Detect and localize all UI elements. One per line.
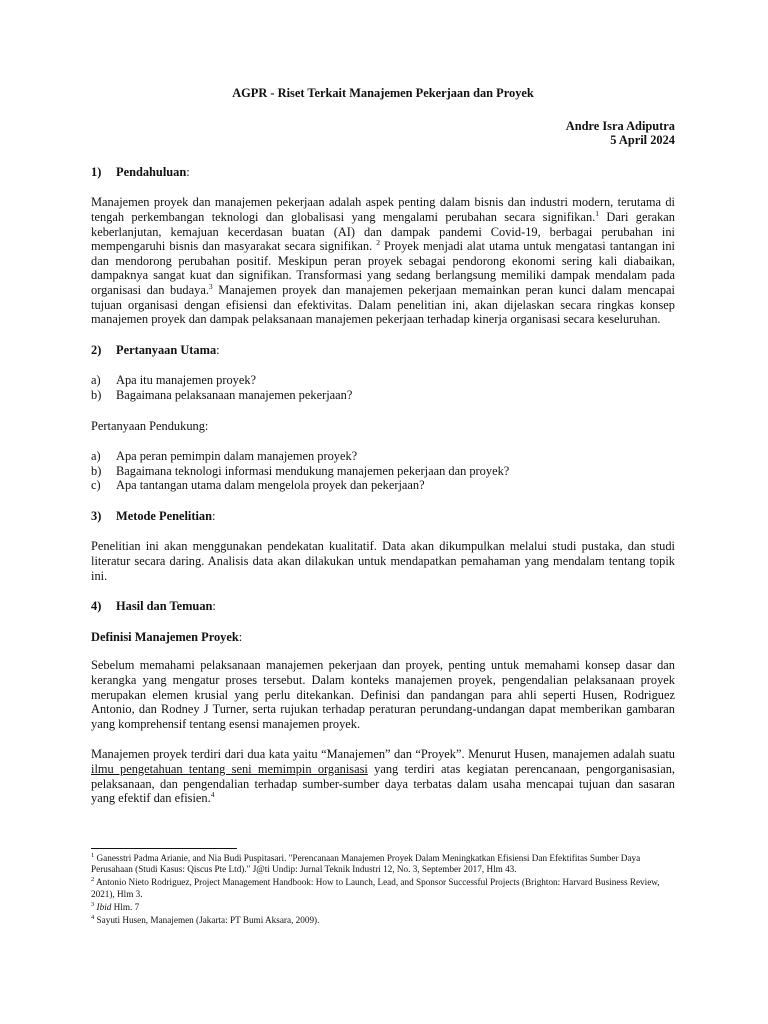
paragraph-text: Proyek menjadi alat utama untuk mengatasi tantangan ini dan mendorong perubahan positif. Meskipun peran proyek sebagai pendorong ekonomi sering kali diabaikan, dampaknya sangat kuat dan signifikan. Transformasi yang sedang berlangsung memiliki dampak mendalam pada organisasi dan budaya. (91, 239, 675, 297)
paragraph-text: Manajemen proyek terdiri dari dua kata yaitu “Manajemen” dan “Proyek”. Menurut Husen, manajemen adalah suatu (91, 747, 675, 762)
footnote-ref[interactable]: 1 (595, 208, 600, 218)
list-item-text: Bagaimana teknologi informasi mendukung manajemen pekerjaan dan proyek? (116, 463, 510, 478)
document-date: 5 April 2024 (610, 133, 675, 148)
section-heading-hasil-temuan: 4) Hasil dan Temuan: (91, 599, 216, 614)
main-questions-list (91, 373, 675, 402)
list-item-text: Apa tantangan utama dalam mengelola proyek dan pekerjaan? (116, 478, 425, 493)
list-marker: a) (91, 373, 101, 388)
footnote-text: Antonio Nieto Rodriguez, Project Management Handbook: How to Launch, Lead, and Sponsor Successful Projects (Brighton: Harvard Business Review, 2021), Hlm 3. (91, 877, 660, 899)
section-heading-pendahuluan: 1) Pendahuluan: (91, 164, 190, 179)
list-item (91, 388, 675, 403)
author-block (91, 119, 675, 148)
footnote-number: 1 (91, 851, 95, 859)
paragraph-text: Manajemen proyek dan manajemen pekerjaan memainkan peran kunci dalam mencapai tujuan organisasi dengan efisiensi dan efektivitas. Dalam penelitian ini, akan dijelaskan secara ringkas konsep manajemen proyek dan dampak pelaksanaan manajemen pekerjaan terhadap kinerja organisasi secara keseluruhan. (91, 282, 675, 327)
footnote-ref[interactable]: 3 (208, 281, 213, 291)
section-heading-metode-penelitian: 3) Metode Penelitian: (91, 508, 216, 523)
paragraph-definisi-2 (91, 747, 675, 805)
footnotes-area (91, 848, 675, 928)
list-marker: a) (91, 449, 101, 464)
section-number: 1) (91, 164, 102, 179)
paragraph-text: Dari gerakan keberlanjutan, kemajuan kecerdasan buatan (AI) dan dampak pandemi Covid-19, berbagai perubahan ini mempengaruhi bisnis dan masyarakat secara signifikan. (91, 209, 675, 254)
footnote-1 (91, 853, 675, 875)
footnote-2 (91, 877, 675, 899)
subheading-title: Definisi Manajemen Proyek (91, 629, 239, 644)
list-item (91, 449, 675, 464)
section-number: 2) (91, 342, 102, 357)
section-number: 3) (91, 508, 102, 523)
footnote-number: 3 (91, 900, 95, 908)
footnote-3 (91, 902, 675, 913)
list-item (91, 464, 675, 479)
list-item-text: Apa itu manajemen proyek? (116, 373, 257, 388)
document-title: AGPR - Riset Terkait Manajemen Pekerjaan dan Proyek (232, 86, 534, 100)
underlined-phrase: ilmu pengetahuan tentang seni memimpin organisasi (91, 762, 368, 776)
footnote-number: 4 (91, 913, 95, 921)
footnote-text: Hlm. 7 (111, 901, 140, 912)
supporting-questions-list (91, 449, 675, 493)
footnote-4 (91, 915, 675, 926)
subheading-definisi: Definisi Manajemen Proyek: (91, 629, 243, 644)
footnote-ref[interactable]: 2 (376, 238, 380, 248)
section-title: Hasil dan Temuan (116, 599, 213, 614)
paragraph-text: Manajemen proyek dan manajemen pekerjaan adalah aspek penting dalam bisnis dan industri modern, terutama di tengah perkembangan teknologi dan globalisasi yang mengalami perubahan secara signifikan. (91, 195, 675, 224)
supporting-questions-label: Pertanyaan Pendukung: (91, 418, 209, 433)
list-item-text: Apa peran pemimpin dalam manajemen proyek? (116, 449, 358, 464)
list-marker: b) (91, 387, 102, 402)
footnote-ibid: Ibid (96, 901, 112, 912)
footnote-text: Sayuti Husen, Manajemen (Jakarta: PT Bumi Aksara, 2009). (96, 915, 320, 926)
document-page (91, 86, 675, 822)
author-name: Andre Isra Adiputra (565, 118, 675, 133)
list-marker: c) (91, 478, 101, 493)
paragraph-pendahuluan (91, 195, 675, 326)
footnote-divider (91, 848, 237, 849)
footnote-number: 2 (91, 876, 95, 884)
section-title: Metode Penelitian (116, 508, 213, 523)
section-title: Pertanyaan Utama (116, 342, 217, 357)
section-title: Pendahuluan (116, 164, 187, 179)
paragraph-definisi-1: Sebelum memahami pelaksanaan manajemen pekerjaan dan proyek, penting untuk memahami konsep dasar dan kerangka yang mengatur proses tersebut. Dalam konteks manajemen proyek, pengendalian pelaksanaan proyek merupakan elemen krusial yang perlu ditekankan. Definisi dan pandangan para ahli seperti Husen, Rodriguez Antonio, dan Rodney J Turner, serta rujukan terhadap peraturan perundang-undangan dapat memberikan gambaran yang komprehensif tentang esensi manajemen proyek. (91, 658, 675, 731)
footnote-text: Ganesstri Padma Arianie, and Nia Budi Puspitasari. "Perencanaan Manajemen Proyek Dalam Meningkatkan Efisiensi Dan Efektifitas Sumber Daya Perusahaan (Studi Kasus: Qiscus Pte Ltd)." J@ti Undip: Jurnal Teknik Industri 12, No. 3, September 2017, Hlm 43. (91, 853, 641, 875)
paragraph-text: yang terdiri atas kegiatan perencanaan, pengorganisasian, pelaksanaan, dan pengendalian terhadap sumber-sumber daya terbatas dalam usaha mencapai tujuan dan sasaran yang efektif dan efisien. (91, 762, 675, 806)
section-heading-pertanyaan-utama: 2) Pertanyaan Utama: (91, 342, 220, 357)
list-item (91, 478, 675, 493)
paragraph-metode: Penelitian ini akan menggunakan pendekatan kualitatif. Data akan dikumpulkan melalui studi pustaka, dan studi literatur secara daring. Analisis data akan dilakukan untuk mendapatkan pemahaman yang mendalam tentang topik ini. (91, 539, 675, 583)
list-item (91, 373, 675, 388)
list-item-text: Bagaimana pelaksanaan manajemen pekerjaan? (116, 387, 353, 402)
section-number: 4) (91, 599, 102, 614)
footnote-ref[interactable]: 4 (210, 790, 215, 800)
list-marker: b) (91, 463, 102, 478)
